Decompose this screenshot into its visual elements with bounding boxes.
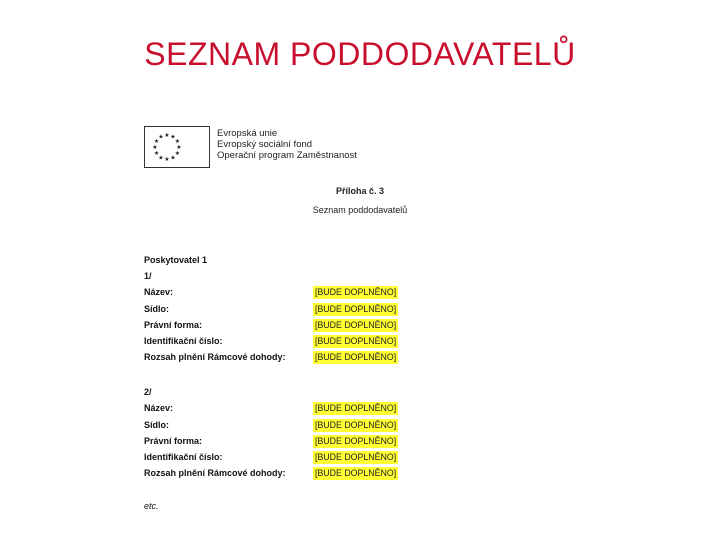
eu-star-icon: ★: [164, 157, 170, 163]
eu-star-icon: ★: [176, 145, 182, 151]
eu-star-icon: ★: [158, 155, 164, 162]
field-label: Identifikační číslo:: [144, 452, 223, 462]
field-value: [BUDE DOPLNĚNO]: [315, 436, 397, 446]
field-label: Název:: [144, 403, 174, 413]
field-label: Název:: [144, 287, 174, 297]
eu-star-icon: ★: [153, 151, 160, 157]
eu-star-icon: ★: [170, 155, 176, 162]
field-value: [BUDE DOPLNĚNO]: [315, 287, 397, 297]
entry-number: 1/: [144, 271, 152, 281]
field-value: [BUDE DOPLNĚNO]: [315, 336, 397, 346]
field-label: Identifikační číslo:: [144, 336, 223, 346]
field-value: [BUDE DOPLNĚNO]: [315, 304, 397, 314]
attachment-label: Příloha č. 3: [335, 186, 385, 196]
field-value: [BUDE DOPLNĚNO]: [315, 468, 397, 478]
field-label: Sídlo:: [144, 304, 169, 314]
eu-star-icon: ★: [164, 133, 170, 139]
field-label: Právní forma:: [144, 436, 203, 446]
field-label: Rozsah plnění Rámcové dohody:: [144, 352, 286, 362]
eu-star-icon: ★: [152, 145, 158, 151]
field-value: [BUDE DOPLNĚNO]: [315, 352, 397, 362]
eu-star-icon: ★: [174, 139, 181, 145]
entry-number: 2/: [144, 387, 152, 397]
field-label: Sídlo:: [144, 420, 169, 430]
logo-line: Operační program Zaměstnanost: [217, 150, 357, 161]
logo-line: Evropská unie: [217, 128, 278, 139]
field-value: [BUDE DOPLNĚNO]: [315, 452, 397, 462]
logo-line: Evropský sociální fond: [217, 139, 313, 150]
document-subtitle: Seznam poddodavatelů: [312, 205, 408, 215]
eu-star-icon: ★: [153, 139, 160, 145]
provider-label: Poskytovatel 1: [144, 255, 208, 265]
field-value: [BUDE DOPLNĚNO]: [315, 320, 397, 330]
field-label: Právní forma:: [144, 320, 203, 330]
field-value: [BUDE DOPLNĚNO]: [315, 420, 397, 430]
etc-text: etc.: [144, 501, 159, 511]
eu-flag-icon: [144, 126, 210, 168]
eu-star-icon: ★: [158, 134, 164, 141]
eu-logo-text: [217, 128, 357, 161]
eu-star-icon: ★: [174, 151, 181, 157]
slide-title: SEZNAM PODDODAVATELŮ: [144, 36, 576, 72]
field-value: [BUDE DOPLNĚNO]: [315, 403, 397, 413]
eu-star-icon: ★: [170, 134, 176, 141]
field-label: Rozsah plnění Rámcové dohody:: [144, 468, 286, 478]
